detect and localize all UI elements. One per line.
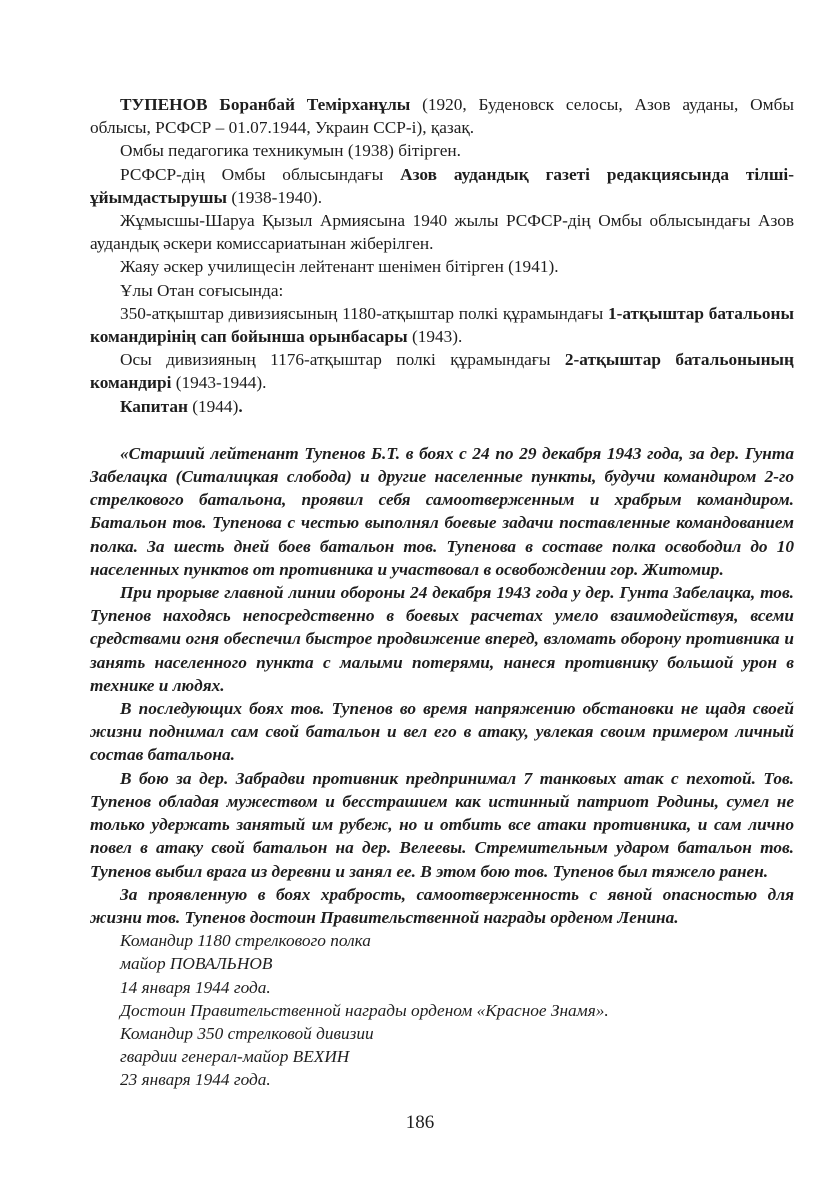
citation-paragraph: За проявленную в боях храбрость, самоотверженность с явной опасностью для жизни тов. Тупенов достоин Правительственной награды орденом Ленина. bbox=[90, 884, 794, 927]
award-citation bbox=[90, 442, 794, 929]
bio-paragraph: Омбы педагогика техникумын (1938) бітірген. bbox=[120, 141, 461, 161]
signature-line: Достоин Правительственной награды орденом «Красное Знамя». bbox=[120, 1000, 609, 1020]
signature-block bbox=[90, 929, 794, 1091]
signature-line: гвардии генерал-майор ВЕХИН bbox=[120, 1047, 350, 1067]
bio-paragraph: Осы дивизияның 1176-атқыштар полкі құрамындағы 2-атқыштар батальонының командирі (1943-1944). bbox=[90, 350, 794, 393]
signature-line: 14 января 1944 года. bbox=[120, 977, 271, 997]
signature-line: майор ПОВАЛЬНОВ bbox=[120, 954, 273, 974]
citation-paragraph: В последующих боях тов. Тупенов во время напряжению обстановки не щадя своей жизни поднимал сам свой батальон и вел его в атаку, увлекая своим примером личный состав батальона. bbox=[90, 699, 794, 765]
page-body bbox=[90, 93, 794, 1092]
citation-paragraph: «Старший лейтенант Тупенов Б.Т. в боях с 24 по 29 декабря 1943 года, за дер. Гунта Забелацка (Ситалицкая слобода) и другие населенные пункты, будучи командиром 2-го стрелкового батальона, проявил себя самоотверженным и храбрым командиром. Батальон тов. Тупенова с честью выполнял боевые задачи поставленные командованием полка. За шесть дней боев батальон тов. Тупенова в составе полка освободил до 10 населенных пунктов от противника и участвовал в освобождении гор. Житомир. bbox=[90, 443, 794, 579]
signature-line: 23 января 1944 года. bbox=[120, 1070, 271, 1090]
biography-section bbox=[90, 93, 794, 418]
signature-line: Командир 1180 стрелкового полка bbox=[120, 931, 371, 951]
page-number: 186 bbox=[405, 1112, 435, 1133]
bio-paragraph: РСФСР-дің Омбы облысындағы Азов аудандық газеті редакциясында тілші-ұйымдастырушы (1938-1940). bbox=[90, 164, 794, 207]
citation-paragraph: В бою за дер. Забрадви противник предпринимал 7 танковых атак с пехотой. Тов. Тупенов обладая мужеством и бесстрашием как истинный патриот Родины, сумел не только удержать занятый им рубеж, но и отбить все атаки противника, и сам лично повел в атаку свой батальон на дер. Велеевы. Стремительным ударом батальон тов. Тупенов выбил врага из деревни и занял ее. В этом бою тов. Тупенов был тяжело ранен. bbox=[90, 768, 794, 881]
bio-paragraph: 350-атқыштар дивизиясының 1180-атқыштар полкі құрамындағы 1-атқыштар батальоны командирінің сап бойынша орынбасары (1943). bbox=[90, 303, 794, 347]
rank: Капитан bbox=[120, 396, 188, 416]
signature-line: Командир 350 стрелковой дивизии bbox=[120, 1023, 374, 1043]
bio-paragraph: Жаяу әскер училищесін лейтенант шенімен бітірген (1941). bbox=[120, 257, 559, 277]
citation-paragraph: При прорыве главной линии обороны 24 декабря 1943 года у дер. Гунта Забелацка, тов. Тупенов находясь непосредственно в боевых расчетах умело взаимодействуя, всеми средствами огня обеспечил быстрое продвижение вперед, взломать оборону противника и занять населенного пункта с малыми потерями, нанеся противнику большой урон в технике и людях. bbox=[90, 583, 794, 695]
bio-paragraph: ТУПЕНОВ Боранбай Темірханұлы (1920, Буденовск селосы, Азов ауданы, Омбы облысы, РСФСР – 01.07.1944, Украин ССР-і), қазақ. bbox=[90, 95, 794, 138]
bio-paragraph: Капитан (1944). bbox=[120, 396, 243, 416]
section-gap bbox=[90, 418, 794, 442]
bio-paragraph: Жұмысшы-Шаруа Қызыл Армиясына 1940 жылы РСФСР-дің Омбы облысындағы Азов аудандық әскери комиссариатынан жіберілген. bbox=[90, 211, 794, 254]
bio-paragraph: Ұлы Отан соғысында: bbox=[120, 280, 284, 300]
person-name: ТУПЕНОВ Боранбай Темірханұлы bbox=[120, 95, 411, 114]
